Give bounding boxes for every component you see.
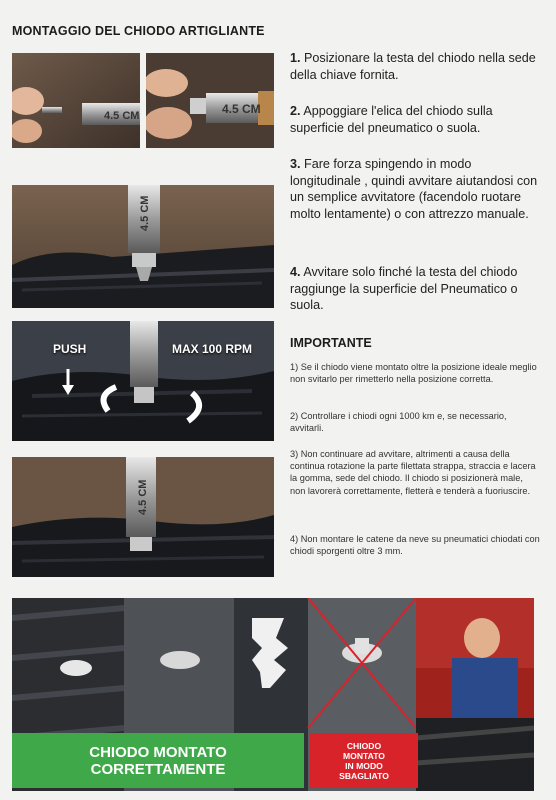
step-3-photo (12, 321, 274, 441)
bit-marking-d: 4.5 CM (137, 479, 149, 515)
important-note-2: 2) Controllare i chiodi ogni 1000 km e, se necessario, avvitarli. (290, 411, 507, 434)
step-1-photo-a (12, 53, 140, 148)
push-label: PUSH (53, 342, 87, 356)
bit-marking-a: 4.5 CM (104, 110, 140, 122)
step-2-photo (12, 185, 274, 308)
step-4-photo (12, 457, 274, 577)
step-4-text: 4. Avvitare solo finché la testa del chiodo raggiunge la superficie del Pneumatico o suola. (290, 265, 518, 312)
page-title: MONTAGGIO DEL CHIODO ARTIGLIANTE (12, 24, 265, 38)
max-rpm-label: MAX 100 RPM (172, 342, 253, 356)
step-3-text: 3. Fare forza spingendo in modo longitudinale , quindi avvitare aiutandosi con un semplice avvitatore (facendolo ruotare molto lentamente) o con attrezzo manuale. (290, 157, 538, 221)
step-1-text: 1. Posizionare la testa del chiodo nella sede della chiave fornita. (290, 51, 536, 82)
important-note-1: 1) Se il chiodo viene montato oltre la posizione ideale meglio non svitarlo per rimetterlo nella posizione corretta. (290, 362, 537, 385)
important-title: IMPORTANTE (290, 336, 372, 350)
important-note-4: 4) Non montare le catene da neve su pneumatici chiodati con chiodi sporgenti oltre 3 mm. (290, 534, 540, 557)
step-2-text: 2. Appoggiare l'elica del chiodo sulla superficie del pneumatico o suola. (290, 104, 493, 135)
bit-marking-c: 4.5 CM (139, 195, 151, 231)
correct-mount-banner: CHIODO MONTATO CORRETTAMENTE (12, 733, 304, 788)
wrong-mount-banner: CHIODO MONTATO IN MODO SBAGLIATO (310, 733, 418, 788)
important-note-3: 3) Non continuare ad avvitare, altrimenti a causa della continua rotazione la parte filettata strappa, straccia e lacera la gomma, sede del chiodo. Il chiodo si posizionerà male, non lavorerà correttamente, fletterà e tenderà a fuoriuscire. (290, 449, 536, 496)
step-1-photo-b (146, 53, 274, 148)
bit-marking-b: 4.5 CM (222, 102, 261, 116)
